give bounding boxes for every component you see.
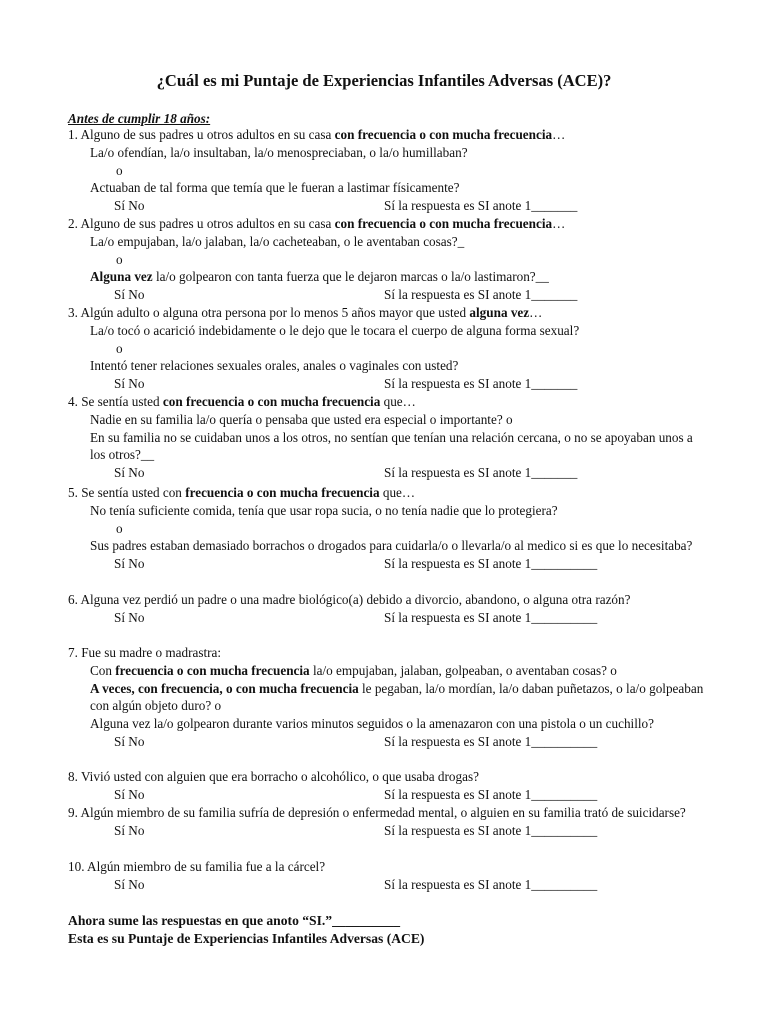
question-text: 8. Vivió usted con alguien que era borracho o alcohólico, o que usaba drogas? [68, 769, 479, 784]
yes-no-choice[interactable]: Sí No [114, 556, 145, 572]
question-option: la/o empujaban, jalaban, golpeaban, o aventaban cosas? o [309, 662, 617, 678]
emphasis: con frecuencia o con mucha frecuencia [162, 394, 381, 409]
yes-no-choice[interactable]: Sí No [114, 609, 145, 625]
question-option: la/o golpearon con tanta fuerza que le dejaron marcas o la/o lastimaron?__ [152, 269, 549, 285]
summary-section [68, 912, 424, 948]
question-8 [68, 768, 708, 804]
question-text: que… [380, 394, 416, 409]
score-blank[interactable]: Sí la respuesta es SI anote 1__________ [384, 786, 598, 802]
or-label: o [116, 251, 123, 267]
answer-row [68, 464, 708, 482]
sum-instruction[interactable]: Ahora sume las respuestas en que anoto “SI.”__________ [68, 913, 401, 928]
question-3 [68, 304, 708, 393]
question-option: En su familia no se cuidaban unos a los otros, no sentían que tenían una relación cercana, o no se apoyaban unos a los otros?__ [90, 429, 693, 463]
score-blank[interactable]: Sí la respuesta es SI anote 1__________ [384, 822, 598, 838]
score-blank[interactable]: Sí la respuesta es SI anote 1__________ [384, 876, 598, 892]
question-option: La/o empujaban, la/o jalaban, la/o cacheteaban, o le aventaban cosas?_ [90, 233, 465, 249]
emphasis: frecuencia o con mucha frecuencia [115, 662, 310, 678]
question-text: … [552, 216, 566, 231]
question-9 [68, 804, 708, 840]
question-1 [68, 126, 708, 215]
question-text: 6. Alguna vez perdió un padre o una madre biológico(a) debido a divorcio, abandono, o alguna otra razón? [68, 592, 631, 607]
page-title: ¿Cuál es mi Puntaje de Experiencias Infantiles Adversas (ACE)? [156, 71, 612, 90]
answer-row [68, 733, 708, 751]
question-text: 2. Alguno de sus padres u otros adultos en su casa [68, 216, 335, 231]
question-5 [68, 484, 708, 573]
or-label: o [116, 520, 123, 536]
question-option: La/o tocó o acarició indebidamente o le dejo que le tocara el cuerpo de alguna forma sexual? [90, 322, 580, 338]
yes-no-choice[interactable]: Sí No [114, 376, 145, 392]
question-text: 10. Algún miembro de su familia fue a la cárcel? [68, 859, 326, 874]
score-blank[interactable]: Sí la respuesta es SI anote 1__________ [384, 733, 598, 749]
emphasis: Alguna vez [90, 269, 153, 285]
emphasis: alguna vez [469, 305, 530, 320]
question-text: que… [379, 485, 416, 500]
question-6 [68, 591, 708, 627]
question-option: le pegaban, la/o mordían, la/o daban puñetazos, o la/o golpeaban con algún objeto duro? o [90, 680, 704, 714]
question-text: 1. Alguno de sus padres u otros adultos en su casa [68, 127, 335, 142]
yes-no-choice[interactable]: Sí No [114, 465, 145, 481]
question-text: … [529, 305, 543, 320]
yes-no-choice[interactable]: Sí No [114, 287, 145, 303]
yes-no-choice[interactable]: Sí No [114, 198, 145, 214]
question-10 [68, 858, 708, 894]
or-label: o [116, 162, 123, 178]
section-intro: Antes de cumplir 18 años: [68, 111, 211, 126]
question-text: 7. Fue su madre o madrastra: [68, 645, 222, 660]
ace-score-label: Esta es su Puntaje de Experiencias Infantiles Adversas (ACE) [68, 931, 425, 946]
or-label: o [116, 340, 123, 356]
question-option: No tenía suficiente comida, tenía que usar ropa sucia, o no tenía nadie que lo protegiera? [90, 502, 558, 518]
yes-no-choice[interactable]: Sí No [114, 822, 145, 838]
answer-row [68, 286, 708, 304]
question-option: Sus padres estaban demasiado borrachos o drogados para cuidarla/o o llevarla/o al medico si es que lo necesitaba? [90, 538, 693, 554]
question-option: Nadie en su familia la/o quería o pensaba que usted era especial o importante? o [90, 411, 513, 427]
question-text: 4. Se sentía usted [68, 394, 163, 409]
question-option: Intentó tener relaciones sexuales orales, anales o vaginales con usted? [90, 358, 459, 374]
answer-row [68, 876, 708, 894]
question-text: … [552, 127, 566, 142]
emphasis: con frecuencia o con mucha frecuencia [334, 127, 553, 142]
question-4 [68, 393, 708, 482]
yes-no-choice[interactable]: Sí No [114, 733, 145, 749]
question-option: La/o ofendían, la/o insultaban, la/o menospreciaban, o la/o humillaban? [90, 144, 468, 160]
question-option: Alguna vez la/o golpearon durante varios minutos seguidos o la amenazaron con una pistola o un cuchillo? [90, 716, 654, 732]
emphasis: con frecuencia o con mucha frecuencia [334, 216, 553, 231]
question-text: 9. Algún miembro de su familia sufría de depresión o enfermedad mental, o alguien en su familia trató de suicidarse? [68, 805, 686, 820]
score-blank[interactable]: Sí la respuesta es SI anote 1_______ [384, 198, 578, 214]
question-text: 3. Algún adulto o alguna otra persona por lo menos 5 años mayor que usted [68, 305, 470, 320]
answer-row [68, 609, 708, 627]
question-2 [68, 215, 708, 304]
answer-row [68, 197, 708, 215]
answer-row [68, 375, 708, 393]
question-7 [68, 644, 708, 751]
score-blank[interactable]: Sí la respuesta es SI anote 1_______ [384, 287, 578, 303]
yes-no-choice[interactable]: Sí No [114, 876, 145, 892]
question-text: Con [90, 662, 116, 678]
answer-row [68, 822, 708, 840]
question-text: 5. Se sentía usted con [68, 485, 186, 500]
answer-row [68, 786, 708, 804]
emphasis: A veces, con frecuencia, o con mucha frecuencia [90, 680, 359, 696]
score-blank[interactable]: Sí la respuesta es SI anote 1_______ [384, 465, 578, 481]
score-blank[interactable]: Sí la respuesta es SI anote 1__________ [384, 609, 598, 625]
score-blank[interactable]: Sí la respuesta es SI anote 1__________ [384, 556, 598, 572]
emphasis: frecuencia o con mucha frecuencia [185, 485, 380, 500]
question-option: Actuaban de tal forma que temía que le fueran a lastimar físicamente? [90, 180, 460, 196]
answer-row [68, 555, 708, 573]
score-blank[interactable]: Sí la respuesta es SI anote 1_______ [384, 376, 578, 392]
yes-no-choice[interactable]: Sí No [114, 786, 145, 802]
